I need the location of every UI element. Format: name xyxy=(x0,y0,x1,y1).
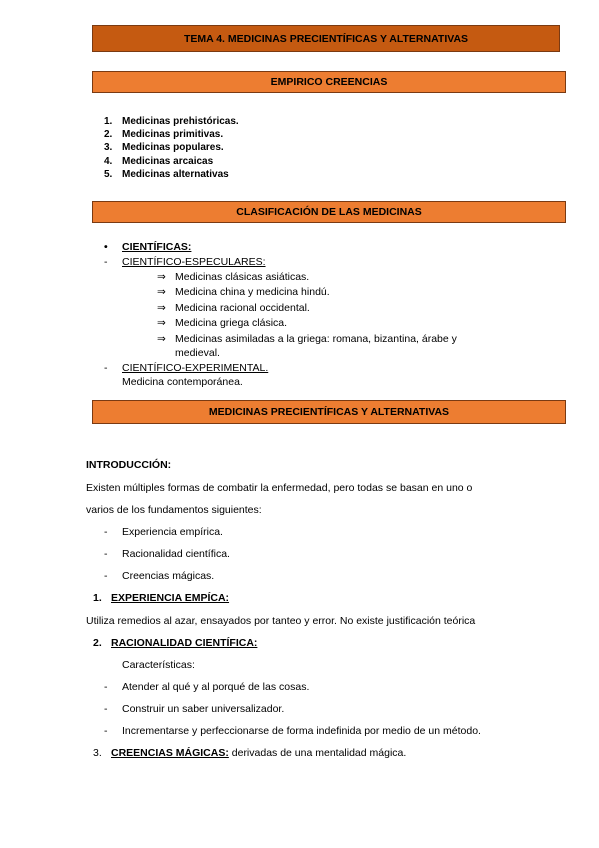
title-banner-text: TEMA 4. MEDICINAS PRECIENTÍFICAS Y ALTERNATIVAS xyxy=(183,32,469,45)
list-text: Medicinas primitivas. xyxy=(122,129,224,140)
right-double-arrow-icon: ⇒ xyxy=(157,271,166,283)
especulares-item xyxy=(157,271,309,283)
precientificas-banner-text: MEDICINAS PRECIENTÍFICAS Y ALTERNATIVAS xyxy=(208,406,450,418)
fundamento-item xyxy=(104,526,223,538)
cientificas-heading xyxy=(104,241,191,253)
heading-number: 3. xyxy=(93,747,102,759)
especulares-item-text: Medicinas clásicas asiáticas. xyxy=(175,271,310,283)
caracteristicas-label: Características: xyxy=(122,659,195,671)
fundamento-text: Racionalidad científica. xyxy=(122,548,230,560)
precientificas-banner xyxy=(92,400,566,424)
especulares-item-text: Medicinas asimiladas a la griega: romana, bizantina, árabe y xyxy=(175,333,457,345)
clasificacion-banner-text: CLASIFICACIÓN DE LAS MEDICINAS xyxy=(236,206,422,218)
dash-marker: - xyxy=(104,725,108,737)
list-number: 4. xyxy=(104,156,113,167)
list-number: 3. xyxy=(104,142,113,153)
cientificas-label: CIENTÍFICAS: xyxy=(122,241,192,253)
intro-text-line-2: varios de los fundamentos siguientes: xyxy=(86,504,262,516)
fundamento-text: Experiencia empírica. xyxy=(122,526,223,538)
list-number: 5. xyxy=(104,169,113,180)
caracteristica-text: Incrementarse y perfeccionarse de forma indefinida por medio de un método. xyxy=(122,725,481,737)
experimental-heading xyxy=(104,362,268,374)
list-number: 2. xyxy=(104,129,113,140)
creencias-heading xyxy=(93,747,406,759)
especulares-item xyxy=(157,317,287,329)
especulares-item-text: Medicina china y medicina hindú. xyxy=(175,286,330,298)
especulares-item-text: Medicina griega clásica. xyxy=(175,317,288,329)
dash-marker: - xyxy=(104,362,108,374)
experimental-label: CIENTÍFICO-EXPERIMENTAL. xyxy=(122,362,269,374)
especulares-item xyxy=(157,286,330,298)
list-item xyxy=(104,129,223,140)
creencias-description: derivadas de una mentalidad mágica. xyxy=(228,747,407,759)
racionalidad-heading xyxy=(93,637,257,649)
especulares-item xyxy=(157,302,310,314)
list-number: 1. xyxy=(104,116,113,127)
right-double-arrow-icon: ⇒ xyxy=(157,333,166,345)
experimental-description: Medicina contemporánea. xyxy=(122,376,243,388)
especulares-item xyxy=(157,333,457,345)
list-text: Medicinas populares. xyxy=(122,142,224,153)
list-text: Medicinas arcaicas xyxy=(122,156,214,167)
dash-marker: - xyxy=(104,681,108,693)
racionalidad-label: RACIONALIDAD CIENTÍFICA: xyxy=(111,637,258,649)
especulares-item-text: medieval. xyxy=(175,347,220,359)
right-double-arrow-icon: ⇒ xyxy=(157,317,166,329)
right-double-arrow-icon: ⇒ xyxy=(157,286,166,298)
list-item xyxy=(104,142,224,153)
dash-marker: - xyxy=(104,256,108,268)
caracteristica-item xyxy=(104,703,284,715)
caracteristica-text: Atender al qué y al porqué de las cosas. xyxy=(122,681,310,693)
intro-text-line-1: Existen múltiples formas de combatir la enfermedad, pero todas se basan en uno o xyxy=(86,482,473,494)
creencias-label: CREENCIAS MÁGICAS: xyxy=(111,747,229,759)
bullet-icon: • xyxy=(104,241,108,253)
empirico-creencias-banner-text: EMPIRICO CREENCIAS xyxy=(270,76,388,88)
list-item xyxy=(104,116,239,127)
especulares-item-text: Medicina racional occidental. xyxy=(175,302,310,314)
fundamento-item xyxy=(104,570,214,582)
list-item xyxy=(104,169,229,180)
intro-heading: INTRODUCCIÓN: xyxy=(86,459,172,471)
right-double-arrow-icon: ⇒ xyxy=(157,302,166,314)
dash-marker: - xyxy=(104,526,108,538)
caracteristica-item xyxy=(104,725,481,737)
dash-marker: - xyxy=(104,548,108,560)
heading-number: 1. xyxy=(93,592,102,604)
especulares-item-continued xyxy=(175,347,220,359)
dash-marker: - xyxy=(104,570,108,582)
experiencia-description: Utiliza remedios al azar, ensayados por tanteo y error. No existe justificación teórica xyxy=(86,615,476,627)
experiencia-label: EXPERIENCIA EMPÍCA: xyxy=(111,592,230,604)
clasificacion-banner xyxy=(92,201,566,223)
especulares-label: CIENTÍFICO-ESPECULARES: xyxy=(122,256,266,268)
list-item xyxy=(104,156,213,167)
caracteristica-item xyxy=(104,681,309,693)
heading-number: 2. xyxy=(93,637,102,649)
title-banner xyxy=(92,25,560,52)
list-text: Medicinas alternativas xyxy=(122,169,229,180)
especulares-heading xyxy=(104,256,266,268)
caracteristica-text: Construir un saber universalizador. xyxy=(122,703,285,715)
empirico-creencias-banner xyxy=(92,71,566,93)
fundamento-item xyxy=(104,548,230,560)
dash-marker: - xyxy=(104,703,108,715)
list-text: Medicinas prehistóricas. xyxy=(122,116,239,127)
experiencia-heading xyxy=(93,592,229,604)
fundamento-text: Creencias mágicas. xyxy=(122,570,215,582)
